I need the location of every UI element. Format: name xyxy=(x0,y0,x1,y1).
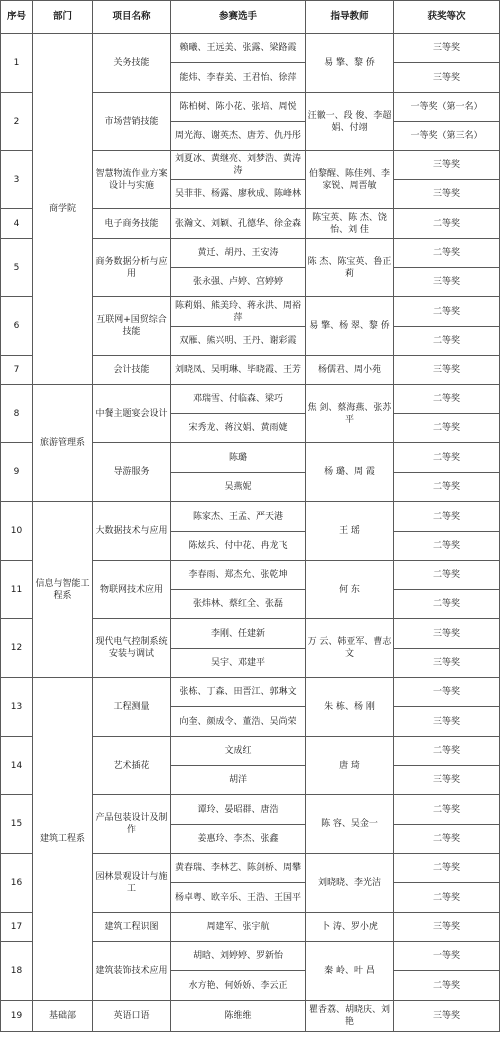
teachers-cell: 秦 岭、叶 昌 xyxy=(306,942,394,1001)
award-cell: 二等奖 xyxy=(394,297,500,327)
row-number-cell: 13 xyxy=(1,678,33,737)
department-cell: 建筑工程系 xyxy=(33,678,93,1001)
award-cell: 三等奖 xyxy=(394,913,500,942)
players-cell: 陈炫兵、付中花、冉龙飞 xyxy=(171,532,306,561)
teachers-cell: 伯黎醒、陈佳列、李家锐、周晋敏 xyxy=(306,151,394,209)
players-cell: 陈璐 xyxy=(171,443,306,473)
players-cell: 吴菲菲、杨露、廖秋成、陈峰林 xyxy=(171,180,306,209)
row-number-cell: 9 xyxy=(1,443,33,502)
header-no: 序号 xyxy=(1,1,33,34)
award-cell: 二等奖 xyxy=(394,737,500,766)
award-cell: 二等奖 xyxy=(394,443,500,473)
table-row xyxy=(1,385,500,414)
table-row xyxy=(1,678,500,707)
players-cell: 水方艳、何娇娇、李云正 xyxy=(171,971,306,1001)
teachers-cell: 陈 杰、陈宝英、鲁正莉 xyxy=(306,239,394,297)
table-row xyxy=(1,1001,500,1032)
award-cell: 一等奖（第一名） xyxy=(394,93,500,122)
players-cell: 张永强、卢婷、宫婷婷 xyxy=(171,268,306,297)
teachers-cell: 汪徽一、段 俊、李超娟、付翊 xyxy=(306,93,394,151)
project-cell: 英语口语 xyxy=(93,1001,171,1032)
row-number-cell: 14 xyxy=(1,737,33,795)
project-cell: 现代电气控制系统安装与调试 xyxy=(93,619,171,678)
players-cell: 宋秀龙、蒋汶娟、黄雨婕 xyxy=(171,414,306,443)
row-number-cell: 16 xyxy=(1,854,33,913)
row-number-cell: 15 xyxy=(1,795,33,854)
players-cell: 胡晗、刘婷婷、罗新怡 xyxy=(171,942,306,971)
project-cell: 关务技能 xyxy=(93,34,171,93)
teachers-cell: 朱 栋、杨 刚 xyxy=(306,678,394,737)
players-cell: 黄春瑞、李林艺、陈剑桥、周攀 xyxy=(171,854,306,883)
project-cell: 工程测量 xyxy=(93,678,171,737)
project-cell: 建筑装饰技术应用 xyxy=(93,942,171,1001)
project-cell: 商务数据分析与应用 xyxy=(93,239,171,297)
header-players: 参赛选手 xyxy=(171,1,306,34)
department-cell: 商学院 xyxy=(33,34,93,385)
players-cell: 吴燕妮 xyxy=(171,473,306,502)
teachers-cell: 王 瑶 xyxy=(306,502,394,561)
teachers-cell: 唐 琦 xyxy=(306,737,394,795)
row-number-cell: 10 xyxy=(1,502,33,561)
row-number-cell: 17 xyxy=(1,913,33,942)
award-cell: 二等奖 xyxy=(394,883,500,913)
row-number-cell: 6 xyxy=(1,297,33,356)
players-cell: 张栋、丁森、田晋江、郭琳文 xyxy=(171,678,306,707)
project-cell: 艺术插花 xyxy=(93,737,171,795)
award-cell: 二等奖 xyxy=(394,473,500,502)
award-cell: 二等奖 xyxy=(394,854,500,883)
players-cell: 李刚、任建新 xyxy=(171,619,306,649)
project-cell: 大数据技术与应用 xyxy=(93,502,171,561)
players-cell: 陈柏树、陈小花、张培、周悦 xyxy=(171,93,306,122)
award-cell: 三等奖 xyxy=(394,766,500,795)
players-cell: 刘晓凤、吴明琳、毕晓霞、王芳 xyxy=(171,356,306,385)
award-cell: 二等奖 xyxy=(394,590,500,619)
teachers-cell: 焦 剑、蔡海燕、张苏平 xyxy=(306,385,394,443)
project-cell: 中餐主题宴会设计 xyxy=(93,385,171,443)
award-cell: 三等奖 xyxy=(394,63,500,93)
project-cell: 建筑工程识图 xyxy=(93,913,171,942)
teachers-cell: 陈宝英、陈 杰、饶 怡、刘 佳 xyxy=(306,209,394,239)
award-cell: 二等奖 xyxy=(394,561,500,590)
award-cell: 三等奖 xyxy=(394,151,500,180)
teachers-cell: 刘晓晓、李光洁 xyxy=(306,854,394,913)
players-cell: 向奎、颜成令、董浩、吴尚荣 xyxy=(171,707,306,737)
award-cell: 三等奖 xyxy=(394,649,500,678)
award-cell: 二等奖 xyxy=(394,532,500,561)
players-cell: 姜惠玲、李杰、张鑫 xyxy=(171,825,306,854)
award-cell: 一等奖 xyxy=(394,942,500,971)
players-cell: 张瀚文、刘颖、孔德华、徐金森 xyxy=(171,209,306,239)
row-number-cell: 18 xyxy=(1,942,33,1001)
table-row xyxy=(1,34,500,63)
players-cell: 能炜、李春美、王君怡、徐萍 xyxy=(171,63,306,93)
project-cell: 会计技能 xyxy=(93,356,171,385)
project-cell: 互联网+国贸综合技能 xyxy=(93,297,171,356)
award-cell: 三等奖 xyxy=(394,1001,500,1032)
project-cell: 电子商务技能 xyxy=(93,209,171,239)
row-number-cell: 11 xyxy=(1,561,33,619)
row-number-cell: 19 xyxy=(1,1001,33,1032)
header-project: 项目名称 xyxy=(93,1,171,34)
award-cell: 二等奖 xyxy=(394,502,500,532)
players-cell: 陈莉娟、熊美玲、蒋永洪、周裕萍 xyxy=(171,297,306,327)
row-number-cell: 12 xyxy=(1,619,33,678)
award-cell: 二等奖 xyxy=(394,971,500,1001)
teachers-cell: 陈 容、吴金一 xyxy=(306,795,394,854)
row-number-cell: 3 xyxy=(1,151,33,209)
project-cell: 导游服务 xyxy=(93,443,171,502)
project-cell: 智慧物流作业方案设计与实施 xyxy=(93,151,171,209)
award-cell: 二等奖 xyxy=(394,239,500,268)
header-row xyxy=(1,1,500,34)
players-cell: 谭玲、晏昭群、唐浩 xyxy=(171,795,306,825)
award-cell: 二等奖 xyxy=(394,385,500,414)
players-cell: 刘夏冰、黄继亮、刘梦浩、黄涛涛 xyxy=(171,151,306,180)
award-cell: 三等奖 xyxy=(394,34,500,63)
header-award: 获奖等次 xyxy=(394,1,500,34)
teachers-cell: 瞿香荔、胡晓庆、刘 艳 xyxy=(306,1001,394,1032)
award-cell: 三等奖 xyxy=(394,268,500,297)
award-cell: 二等奖 xyxy=(394,327,500,356)
project-cell: 园林景观设计与施工 xyxy=(93,854,171,913)
row-number-cell: 2 xyxy=(1,93,33,151)
players-cell: 黄迁、胡丹、王安涛 xyxy=(171,239,306,268)
row-number-cell: 4 xyxy=(1,209,33,239)
players-cell: 李春雨、郑杰允、张乾坤 xyxy=(171,561,306,590)
header-department: 部门 xyxy=(33,1,93,34)
players-cell: 吴宇、邓建平 xyxy=(171,649,306,678)
award-cell: 二等奖 xyxy=(394,795,500,825)
project-cell: 物联网技术应用 xyxy=(93,561,171,619)
players-cell: 胡洋 xyxy=(171,766,306,795)
award-cell: 一等奖 xyxy=(394,678,500,707)
teachers-cell: 何 东 xyxy=(306,561,394,619)
project-cell: 市场营销技能 xyxy=(93,93,171,151)
award-cell: 三等奖 xyxy=(394,619,500,649)
teachers-cell: 易 擎、杨 翠、黎 侨 xyxy=(306,297,394,356)
department-cell: 信息与智能工程系 xyxy=(33,502,93,678)
players-cell: 张炜林、蔡红全、张磊 xyxy=(171,590,306,619)
award-cell: 二等奖 xyxy=(394,414,500,443)
players-cell: 杨卓粤、欧辛乐、王浩、王国平 xyxy=(171,883,306,913)
award-cell: 二等奖 xyxy=(394,209,500,239)
players-cell: 陈家杰、王孟、严天港 xyxy=(171,502,306,532)
row-number-cell: 7 xyxy=(1,356,33,385)
project-cell: 产品包装设计及制作 xyxy=(93,795,171,854)
row-number-cell: 5 xyxy=(1,239,33,297)
players-cell: 邓瑞雪、付临森、梁巧 xyxy=(171,385,306,414)
award-cell: 三等奖 xyxy=(394,707,500,737)
award-cell: 二等奖 xyxy=(394,825,500,854)
teachers-cell: 万 云、韩亚军、曹志文 xyxy=(306,619,394,678)
teachers-cell: 易 擎、黎 侨 xyxy=(306,34,394,93)
teachers-cell: 卜 涛、罗小虎 xyxy=(306,913,394,942)
department-cell: 旅游管理系 xyxy=(33,385,93,502)
players-cell: 陈维维 xyxy=(171,1001,306,1032)
teachers-cell: 杨 璐、周 霞 xyxy=(306,443,394,502)
players-cell: 周光海、谢英杰、唐芳、仇丹彤 xyxy=(171,122,306,151)
header-teachers: 指导教师 xyxy=(306,1,394,34)
table-body xyxy=(1,34,500,1032)
department-cell: 基础部 xyxy=(33,1001,93,1032)
row-number-cell: 1 xyxy=(1,34,33,93)
players-cell: 赖曦、王远美、张露、梁路霞 xyxy=(171,34,306,63)
table-row xyxy=(1,502,500,532)
players-cell: 双雁、熊兴明、王丹、谢彩霞 xyxy=(171,327,306,356)
award-cell: 一等奖（第三名） xyxy=(394,122,500,151)
players-cell: 周建军、张宇航 xyxy=(171,913,306,942)
award-cell: 三等奖 xyxy=(394,356,500,385)
players-cell: 文成红 xyxy=(171,737,306,766)
teachers-cell: 杨儒君、周小苑 xyxy=(306,356,394,385)
row-number-cell: 8 xyxy=(1,385,33,443)
award-cell: 三等奖 xyxy=(394,180,500,209)
